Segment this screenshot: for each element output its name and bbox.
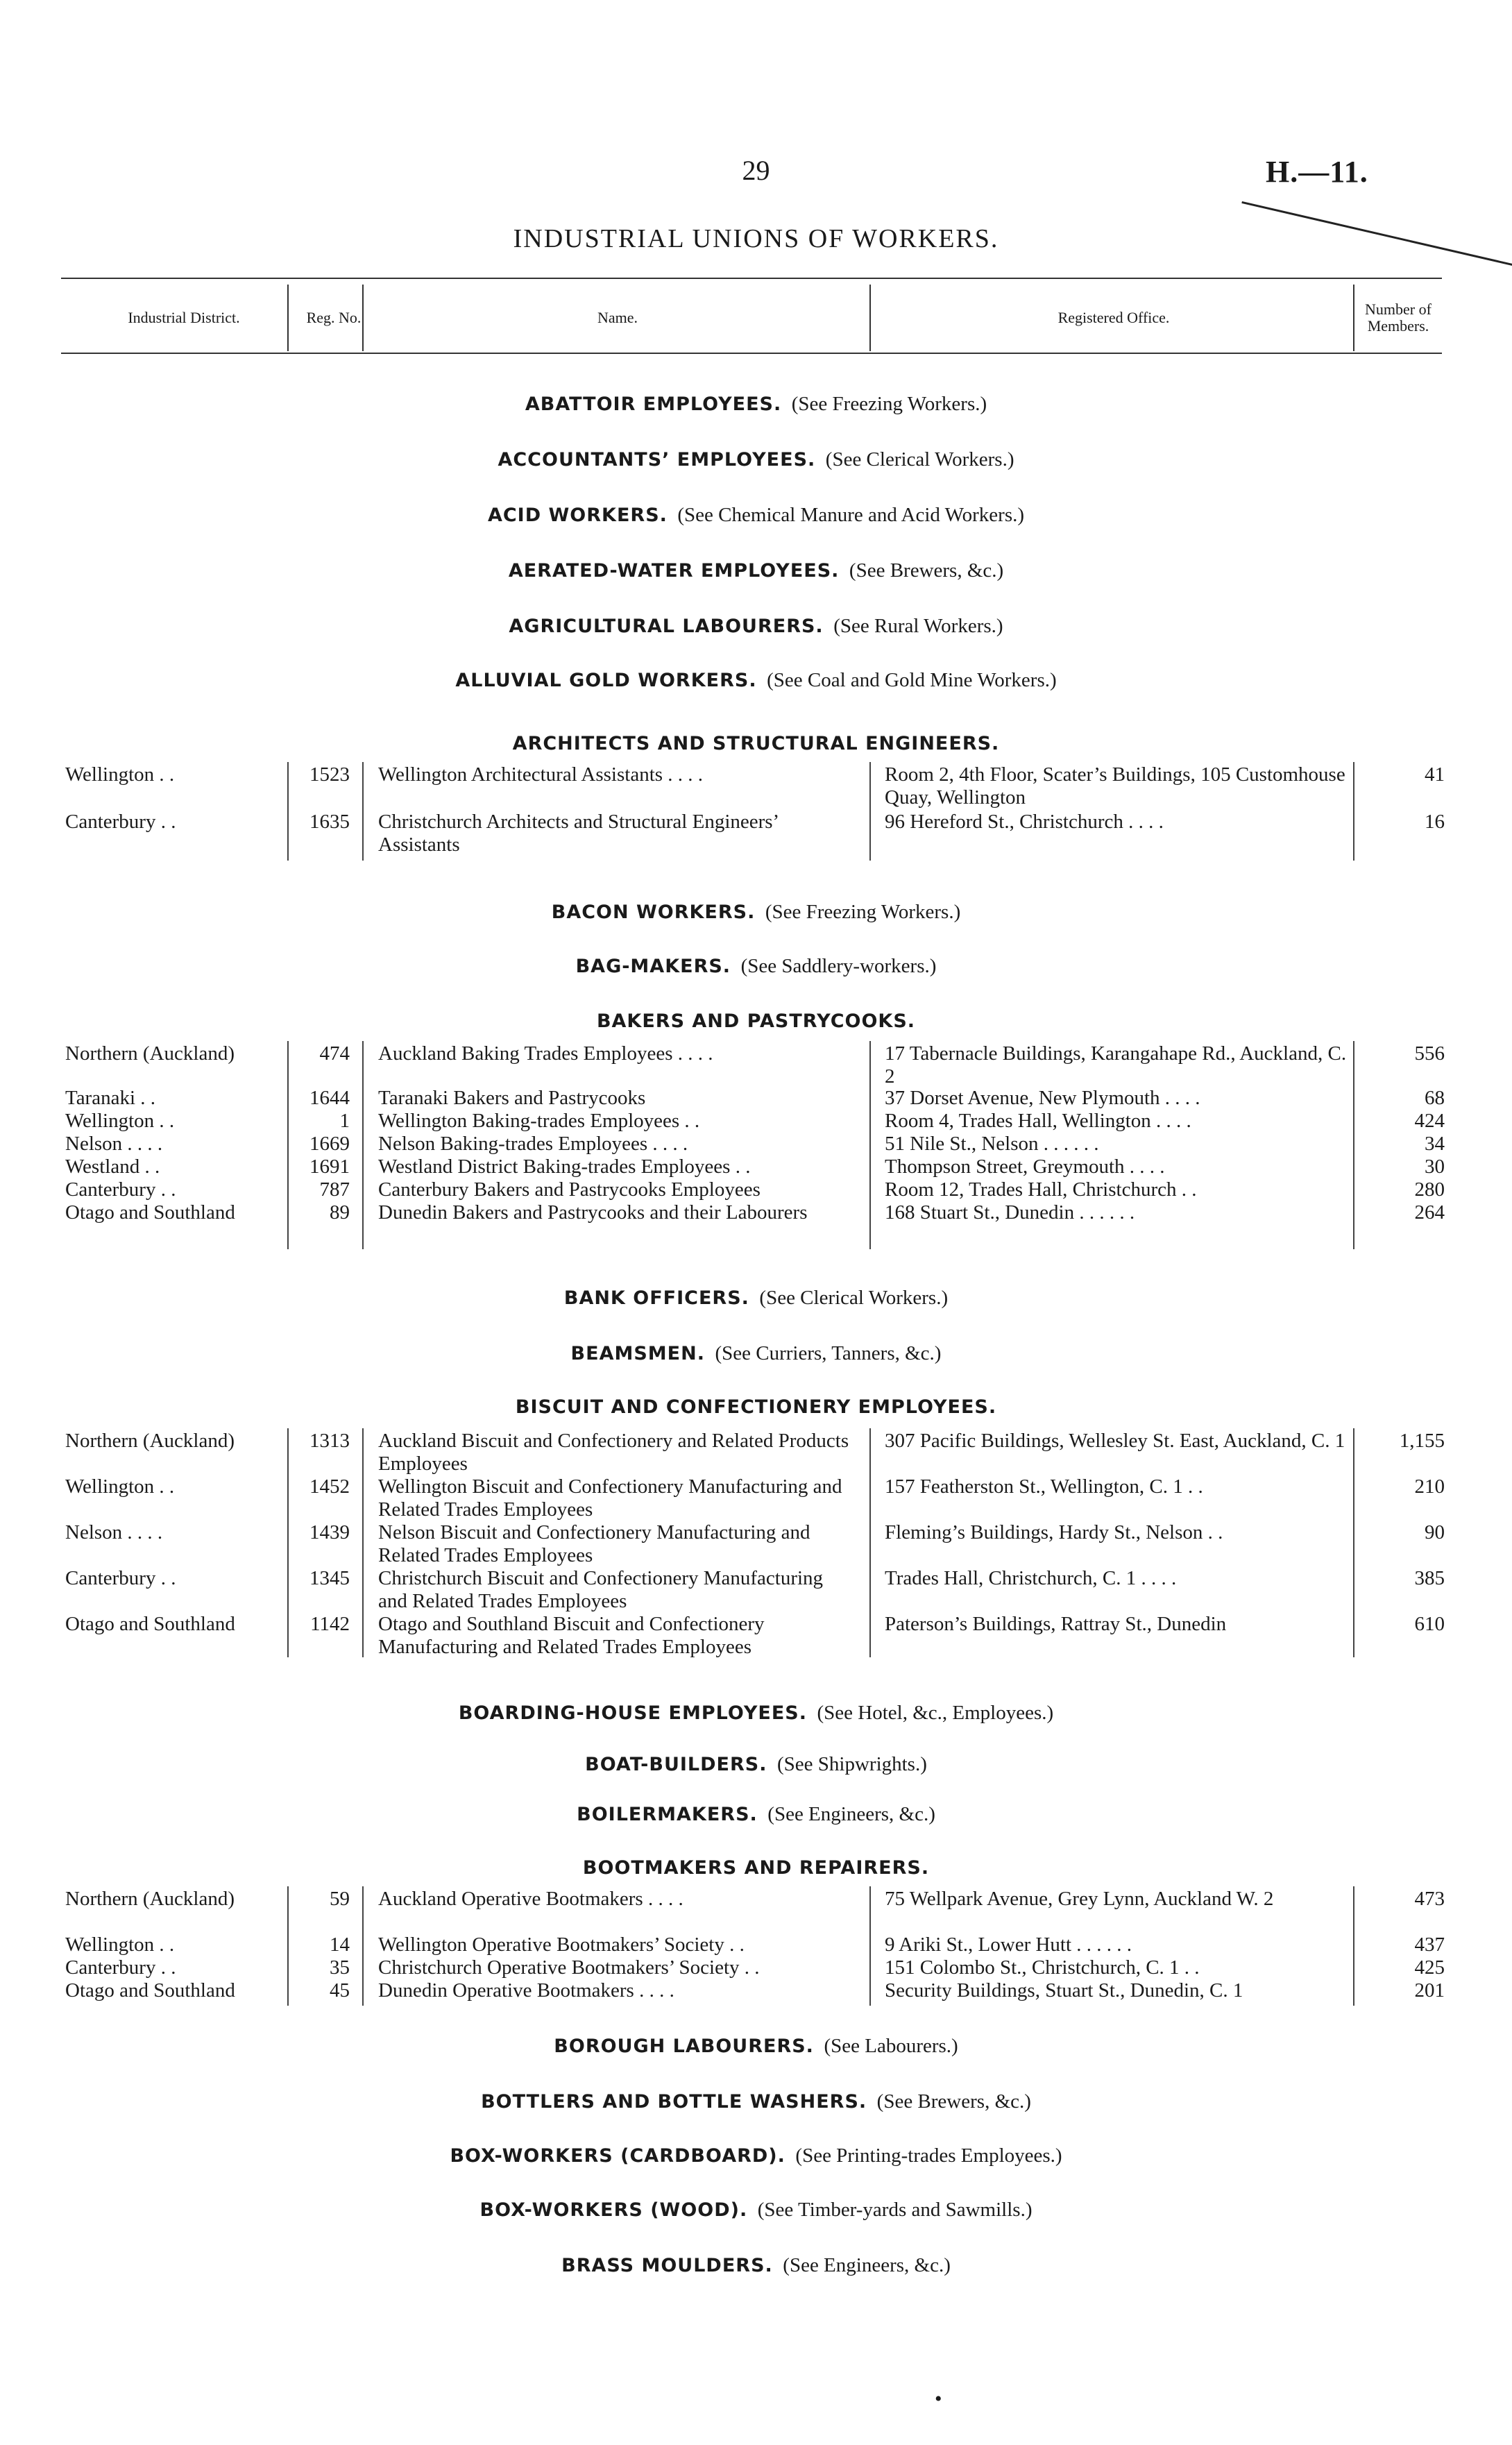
members-cell: 437 [1414,1934,1445,1956]
cross-reference [0,1753,1512,1776]
district-cell: Northern (Auckland) [65,1042,235,1065]
cross-reference-heading: BOROUGH LABOURERS. [554,2036,814,2057]
column-divider [287,762,289,861]
district-cell: Wellington . . [65,763,175,786]
district-cell: Otago and Southland [65,1201,235,1224]
cross-reference-heading: ALLUVIAL GOLD WORKERS. [455,670,757,691]
reg-number-cell: 1142 [310,1613,350,1635]
column-header-office: Registered Office. [1057,309,1170,326]
district-cell: Northern (Auckland) [65,1430,235,1452]
section-heading: BISCUIT AND CONFECTIONERY EMPLOYEES. [515,1396,997,1418]
cross-reference [0,2254,1512,2277]
office-cell: 157 Featherston St., Wellington, C. 1 . . [885,1475,1203,1498]
office-cell: 9 Ariki St., Lower Hutt . . . . . . [885,1934,1132,1956]
cross-reference-see: (See Labourers.) [824,2035,958,2057]
office-cell: Thompson Street, Greymouth . . . . [885,1156,1165,1178]
column-divider [1353,1428,1354,1657]
cross-reference-heading: BOAT-BUILDERS. [585,1754,767,1775]
members-cell: 425 [1414,1956,1445,1979]
cross-reference [0,559,1512,582]
cross-reference [0,1342,1512,1365]
members-cell: 385 [1414,1567,1445,1589]
reg-number-cell: 1669 [309,1133,350,1155]
column-divider [869,762,871,861]
union-name-cell: Dunedin Operative Bootmakers . . . . [378,1979,674,2002]
reg-number-cell: 1523 [309,763,350,786]
reg-number-cell: 787 [319,1178,350,1201]
cross-reference-see: (See Clerical Workers.) [825,448,1014,471]
district-cell: Wellington . . [65,1475,175,1498]
reg-number-cell: 474 [319,1042,350,1065]
cross-reference [0,1702,1512,1725]
district-cell: Wellington . . [65,1934,175,1956]
column-divider [869,1886,871,2006]
district-cell: Otago and Southland [65,1613,235,1635]
office-cell: 75 Wellpark Avenue, Grey Lynn, Auckland W. 2 [885,1888,1274,1910]
cross-reference [0,1287,1512,1310]
district-cell: Nelson . . . . [65,1133,163,1155]
column-divider [362,285,364,351]
cross-reference [0,1803,1512,1826]
union-name-cell: Christchurch Architects and Structural Engineers’ Assistants [378,811,779,856]
office-cell: 51 Nile St., Nelson . . . . . . [885,1133,1099,1155]
column-divider [1353,762,1354,861]
district-cell: Nelson . . . . [65,1521,163,1543]
cross-reference-see: (See Clerical Workers.) [759,1287,949,1309]
union-name-cell: Christchurch Biscuit and Confectionery Manufacturing and Related Trades Employees [378,1567,824,1612]
members-cell: 34 [1425,1133,1445,1155]
section-heading: BAKERS AND PASTRYCOOKS. [596,1010,916,1032]
column-divider [362,762,364,861]
office-cell: 37 Dorset Avenue, New Plymouth . . . . [885,1087,1200,1109]
cross-reference-heading: BOX-WORKERS (WOOD). [479,2199,748,2221]
header-top-rule [61,278,1442,279]
cross-reference-see: (See Hotel, &c., Employees.) [817,1702,1054,1724]
office-cell: Trades Hall, Christchurch, C. 1 . . . . [885,1567,1177,1589]
cross-reference-see: (See Rural Workers.) [833,615,1003,637]
cross-reference-heading: AGRICULTURAL LABOURERS. [509,616,824,637]
column-divider [869,1041,871,1249]
union-name-cell: Dunedin Bakers and Pastrycooks and their Labourers [378,1201,808,1224]
page-number: 29 [742,155,770,186]
cross-reference [0,2199,1512,2222]
reg-number-cell: 1691 [309,1156,350,1178]
union-name-cell: Wellington Biscuit and Confectionery Manufacturing and Related Trades Employees [378,1475,842,1521]
cross-reference [0,615,1512,638]
column-divider [287,1041,289,1249]
reg-number-cell: 1635 [309,811,350,833]
column-header-name: Name. [597,309,638,326]
column-divider [1353,285,1354,351]
union-name-cell: Taranaki Bakers and Pastrycooks [378,1087,646,1109]
cross-reference-heading: BEAMSMEN. [570,1343,705,1364]
cross-reference [0,955,1512,978]
office-cell: Room 4, Trades Hall, Wellington . . . . [885,1110,1191,1132]
union-name-cell: Westland District Baking-trades Employees . . [378,1156,751,1178]
column-header-district: Industrial District. [128,309,240,326]
column-divider [287,285,289,351]
members-cell: 610 [1414,1613,1445,1635]
page-title: INDUSTRIAL UNIONS OF WORKERS. [513,224,999,253]
union-name-cell: Auckland Operative Bootmakers . . . . [378,1888,683,1910]
district-cell: Canterbury . . [65,1956,176,1979]
union-name-cell: Wellington Baking-trades Employees . . [378,1110,700,1132]
members-cell: 30 [1425,1156,1445,1178]
office-cell: 307 Pacific Buildings, Wellesley St. East, Auckland, C. 1 [885,1430,1345,1452]
office-cell: Room 12, Trades Hall, Christchurch . . [885,1178,1197,1201]
reg-number-cell: 14 [330,1934,350,1956]
district-cell: Northern (Auckland) [65,1888,235,1910]
column-header-reg: Reg. No. [306,309,362,326]
office-cell: Paterson’s Buildings, Rattray St., Dunedin [885,1613,1227,1635]
union-name-cell: Nelson Baking-trades Employees . . . . [378,1133,688,1155]
office-cell: Room 2, 4th Floor, Scater’s Buildings, 105 Customhouse Quay, Wellington [885,763,1345,809]
cross-reference-see: (See Coal and Gold Mine Workers.) [767,669,1057,691]
union-name-cell: Christchurch Operative Bootmakers’ Society . . [378,1956,760,1979]
district-cell: Canterbury . . [65,1178,176,1201]
cross-reference-heading: BACON WORKERS. [551,902,756,923]
district-cell: Canterbury . . [65,811,176,833]
column-divider [869,1428,871,1657]
members-cell: 424 [1414,1110,1445,1132]
members-cell: 473 [1414,1888,1445,1910]
cross-reference-see: (See Freezing Workers.) [791,393,987,415]
cross-reference-see: (See Brewers, &c.) [849,559,1004,582]
members-cell: 16 [1425,811,1445,833]
section-heading: BOOTMAKERS AND REPAIRERS. [582,1857,930,1879]
office-cell: 151 Colombo St., Christchurch, C. 1 . . [885,1956,1200,1979]
district-cell: Canterbury . . [65,1567,176,1589]
cross-reference-see: (See Printing-trades Employees.) [795,2144,1062,2167]
cross-reference-heading: BOARDING-HOUSE EMPLOYEES. [458,1702,807,1724]
district-cell: Taranaki . . [65,1087,156,1109]
cross-reference-heading: BAG-MAKERS. [575,956,731,977]
cross-reference-see: (See Shipwrights.) [777,1753,927,1775]
cross-reference [0,2090,1512,2113]
cross-reference-heading: ACCOUNTANTS’ EMPLOYEES. [498,449,816,471]
reg-number-cell: 1439 [309,1521,350,1543]
column-divider [362,1041,364,1249]
members-cell: 210 [1414,1475,1445,1498]
cross-reference-heading: ABATTOIR EMPLOYEES. [525,394,782,415]
union-name-cell: Wellington Operative Bootmakers’ Society . . [378,1934,745,1956]
cross-reference [0,393,1512,416]
cross-reference [0,2144,1512,2167]
reg-number-cell: 1 [339,1110,350,1132]
union-name-cell: Otago and Southland Biscuit and Confectionery Manufacturing and Related Trades Employees [378,1613,765,1658]
members-cell: 1,155 [1399,1430,1445,1452]
office-cell: Fleming’s Buildings, Hardy St., Nelson . . [885,1521,1223,1543]
cross-reference-heading: BOILERMAKERS. [577,1804,758,1825]
reg-number-cell: 59 [330,1888,350,1910]
cross-reference-heading: ACID WORKERS. [487,505,668,526]
members-cell: 201 [1414,1979,1445,2002]
cross-reference-heading: BANK OFFICERS. [563,1287,749,1309]
union-name-cell: Canterbury Bakers and Pastrycooks Employees [378,1178,761,1201]
cross-reference-see: (See Saddlery-workers.) [740,955,937,977]
cross-reference-heading: BOX-WORKERS (CARDBOARD). [450,2145,785,2167]
cross-reference-heading: AERATED-WATER EMPLOYEES. [508,560,840,582]
members-cell: 90 [1425,1521,1445,1543]
office-cell: Security Buildings, Stuart St., Dunedin, C. 1 [885,1979,1243,2002]
cross-reference-see: (See Curriers, Tanners, &c.) [715,1342,942,1364]
cross-reference [0,901,1512,924]
reg-number-cell: 35 [330,1956,350,1979]
reg-number-cell: 1313 [309,1430,350,1452]
header-bottom-rule [61,353,1442,354]
office-cell: 168 Stuart St., Dunedin . . . . . . [885,1201,1135,1224]
cross-reference-see: (See Timber-yards and Sawmills.) [757,2199,1033,2221]
cross-reference [0,669,1512,692]
union-name-cell: Nelson Biscuit and Confectionery Manufacturing and Related Trades Employees [378,1521,810,1566]
document-reference: H.—11. [1266,155,1368,189]
cross-reference-see: (See Engineers, &c.) [783,2254,951,2276]
column-divider [287,1886,289,2006]
members-cell: 68 [1425,1087,1445,1109]
column-divider [362,1428,364,1657]
reg-number-cell: 45 [330,1979,350,2002]
column-divider [287,1428,289,1657]
cross-reference [0,2035,1512,2058]
cross-reference-see: (See Chemical Manure and Acid Workers.) [677,504,1025,526]
column-divider [1353,1886,1354,2006]
district-cell: Westland . . [65,1156,160,1178]
cross-reference [0,504,1512,527]
section-heading: ARCHITECTS AND STRUCTURAL ENGINEERS. [512,733,1000,754]
members-cell: 264 [1414,1201,1445,1224]
district-cell: Wellington . . [65,1110,175,1132]
reg-number-cell: 1345 [309,1567,350,1589]
union-name-cell: Wellington Architectural Assistants . . . . [378,763,704,786]
district-cell: Otago and Southland [65,1979,235,2002]
column-divider [869,285,871,351]
union-name-cell: Auckland Biscuit and Confectionery and Related Products Employees [378,1430,849,1475]
members-cell: 280 [1414,1178,1445,1201]
reg-number-cell: 89 [330,1201,350,1224]
cross-reference-see: (See Freezing Workers.) [765,901,961,923]
footer-mark: • [935,2387,942,2410]
members-cell: 556 [1414,1042,1445,1065]
cross-reference [0,448,1512,471]
column-header-members: Number of Members. [1365,301,1432,335]
members-cell: 41 [1425,763,1445,786]
office-cell: 17 Tabernacle Buildings, Karangahape Rd., Auckland, C. 2 [885,1042,1347,1088]
column-divider [362,1886,364,2006]
reg-number-cell: 1644 [309,1087,350,1109]
union-name-cell: Auckland Baking Trades Employees . . . . [378,1042,713,1065]
cross-reference-see: (See Engineers, &c.) [767,1803,935,1825]
office-cell: 96 Hereford St., Christchurch . . . . [885,811,1164,833]
reg-number-cell: 1452 [309,1475,350,1498]
cross-reference-heading: BOTTLERS AND BOTTLE WASHERS. [481,2091,867,2113]
cross-reference-heading: BRASS MOULDERS. [561,2255,773,2276]
column-divider [1353,1041,1354,1249]
cross-reference-see: (See Brewers, &c.) [876,2090,1031,2113]
